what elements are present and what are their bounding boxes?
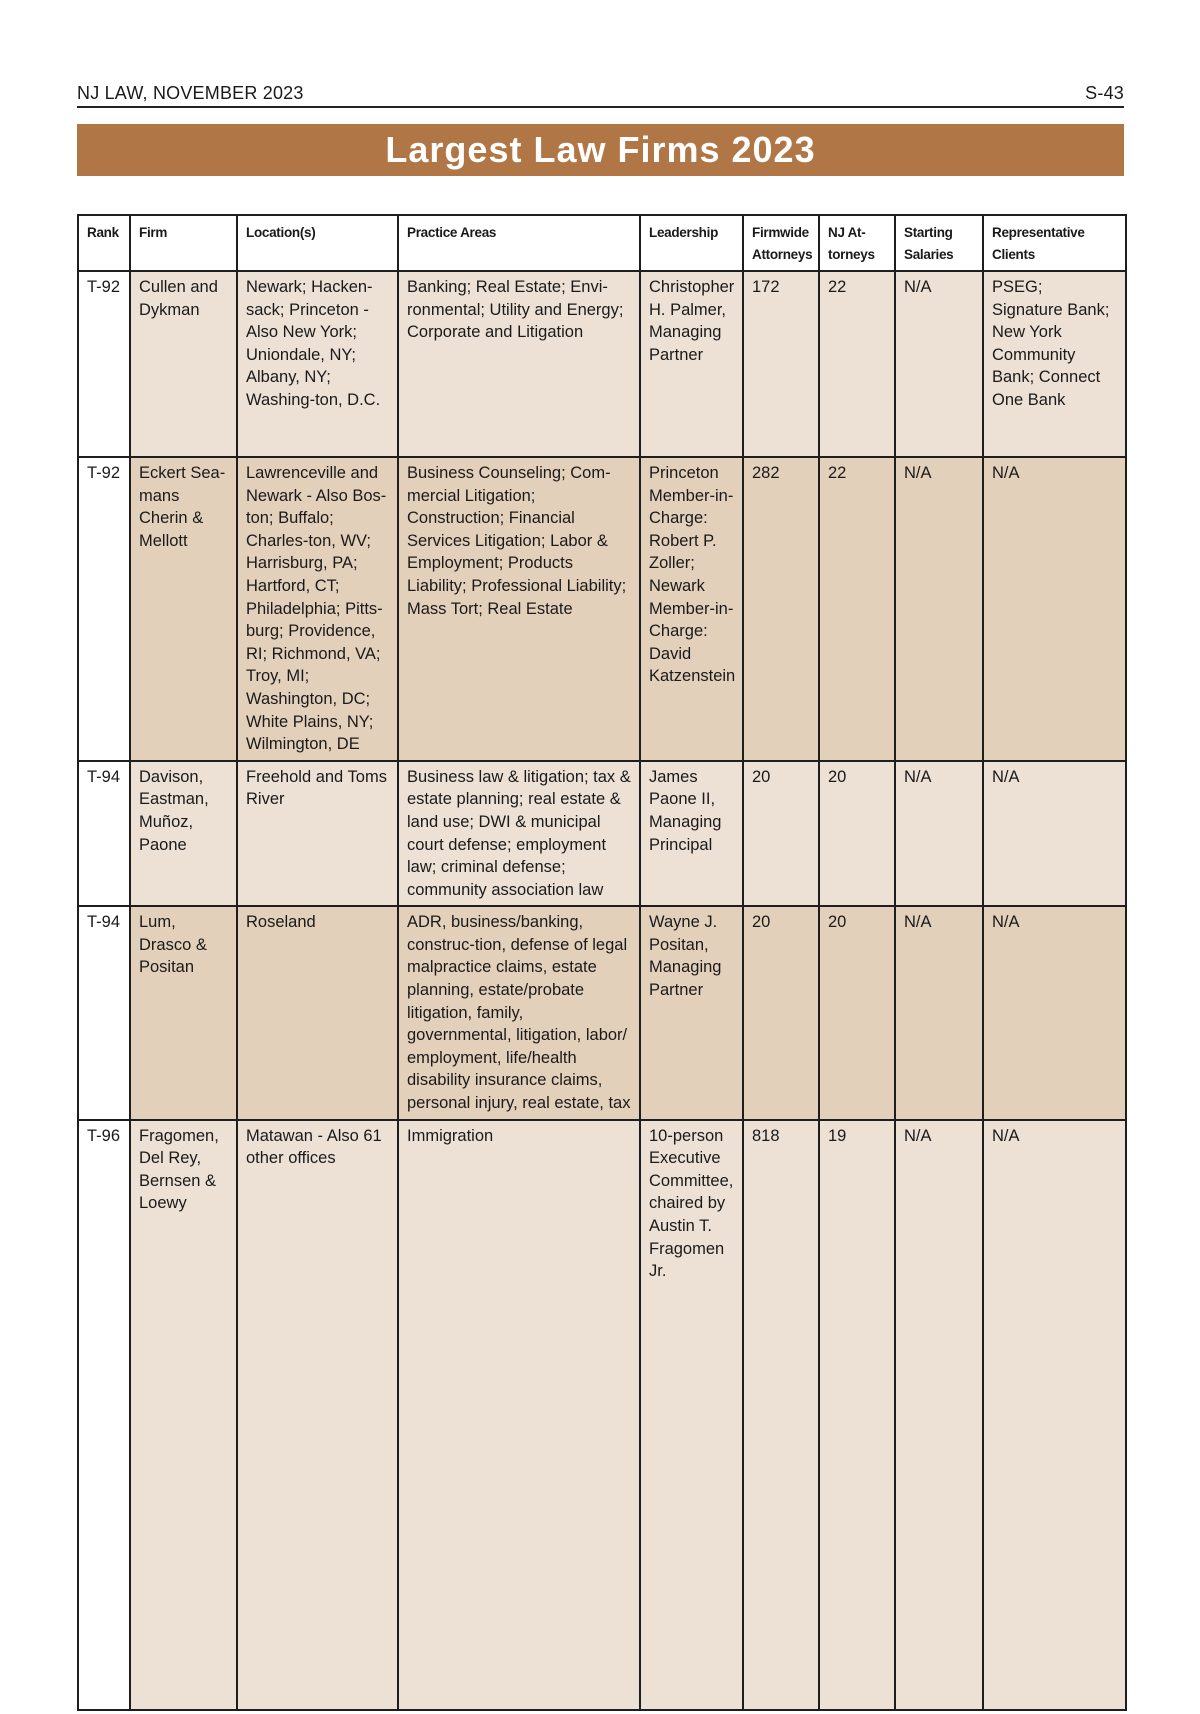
locations-cell: Roseland xyxy=(237,906,398,1119)
table-row xyxy=(78,1120,1126,1710)
representative-clients-cell: N/A xyxy=(983,457,1126,761)
column-header-representative-clients: Representative Clients xyxy=(983,215,1126,271)
column-header-practice-areas: Practice Areas xyxy=(398,215,640,271)
locations-cell: Newark; Hacken-sack; Princeton - Also New York; Uniondale, NY; Albany, NY; Washing-ton, D.C. xyxy=(237,271,398,457)
rank-cell: T-92 xyxy=(78,271,130,457)
firmwide-attorneys-cell: 818 xyxy=(743,1120,819,1710)
locations-cell: Freehold and Toms River xyxy=(237,761,398,907)
practice-areas-cell: ADR, business/banking, construc-tion, defense of legal malpractice claims, estate planning, estate/probate litigation, family, governmental, litigation, labor/ employment, life/health disability insurance claims, personal injury, real estate, tax xyxy=(398,906,640,1119)
locations-cell: Matawan - Also 61 other offices xyxy=(237,1120,398,1710)
firm-cell: Lum, Drasco & Positan xyxy=(130,906,237,1119)
firmwide-attorneys-cell: 20 xyxy=(743,906,819,1119)
column-header-leadership: Leadership xyxy=(640,215,743,271)
rank-cell: T-94 xyxy=(78,906,130,1119)
column-header-rank: Rank xyxy=(78,215,130,271)
starting-salaries-cell: N/A xyxy=(895,457,983,761)
leadership-cell: Christopher H. Palmer, Managing Partner xyxy=(640,271,743,457)
starting-salaries-cell: N/A xyxy=(895,271,983,457)
practice-areas-cell: Business Counseling; Com-mercial Litigation; Construction; Financial Services Litigation; Labor & Employment; Products Liability; Professional Liability; Mass Tort; Real Estate xyxy=(398,457,640,761)
column-header-firmwide-attorneys: Firmwide Attorneys xyxy=(743,215,819,271)
representative-clients-cell: N/A xyxy=(983,1120,1126,1710)
nj-attorneys-cell: 20 xyxy=(819,761,895,907)
table-row xyxy=(78,906,1126,1119)
rank-cell: T-92 xyxy=(78,457,130,761)
representative-clients-cell: PSEG; Signature Bank; New York Community Bank; Connect One Bank xyxy=(983,271,1126,457)
rank-cell: T-96 xyxy=(78,1120,130,1710)
firm-cell: Davison, Eastman, Muñoz, Paone xyxy=(130,761,237,907)
leadership-cell: Wayne J. Positan, Managing Partner xyxy=(640,906,743,1119)
column-header-nj-attorneys: NJ At-torneys xyxy=(819,215,895,271)
representative-clients-cell: N/A xyxy=(983,906,1126,1119)
column-header-locations: Location(s) xyxy=(237,215,398,271)
firmwide-attorneys-cell: 20 xyxy=(743,761,819,907)
firm-cell: Eckert Sea-mans Cherin & Mellott xyxy=(130,457,237,761)
leadership-cell: 10-person Executive Committee, chaired by Austin T. Fragomen Jr. xyxy=(640,1120,743,1710)
column-header-firm: Firm xyxy=(130,215,237,271)
table-row xyxy=(78,271,1126,457)
representative-clients-cell: N/A xyxy=(983,761,1126,907)
column-header-starting-salaries: Starting Salaries xyxy=(895,215,983,271)
rank-cell: T-94 xyxy=(78,761,130,907)
leadership-cell: James Paone II, Managing Principal xyxy=(640,761,743,907)
nj-attorneys-cell: 19 xyxy=(819,1120,895,1710)
practice-areas-cell: Banking; Real Estate; Envi-ronmental; Utility and Energy; Corporate and Litigation xyxy=(398,271,640,457)
firm-cell: Fragomen, Del Rey, Bernsen & Loewy xyxy=(130,1120,237,1710)
leadership-cell: Princeton Member-in-Charge: Robert P. Zoller; Newark Member-in-Charge: David Katzenstein xyxy=(640,457,743,761)
nj-attorneys-cell: 20 xyxy=(819,906,895,1119)
firmwide-attorneys-cell: 282 xyxy=(743,457,819,761)
table-row xyxy=(78,761,1126,907)
publication-label: NJ LAW, NOVEMBER 2023 xyxy=(77,83,304,103)
table-header-row xyxy=(78,215,1126,271)
nj-attorneys-cell: 22 xyxy=(819,457,895,761)
practice-areas-cell: Immigration xyxy=(398,1120,640,1710)
title-banner xyxy=(77,124,1124,176)
starting-salaries-cell: N/A xyxy=(895,906,983,1119)
running-header xyxy=(77,80,1124,108)
page-title: Largest Law Firms 2023 xyxy=(385,129,816,170)
starting-salaries-cell: N/A xyxy=(895,1120,983,1710)
law-firms-table xyxy=(77,214,1127,1711)
practice-areas-cell: Business law & litigation; tax & estate planning; real estate & land use; DWI & municipal court defense; employment law; criminal defense; community association law xyxy=(398,761,640,907)
table-row xyxy=(78,457,1126,761)
locations-cell: Lawrenceville and Newark - Also Bos-ton; Buffalo; Charles-ton, WV; Harrisburg, PA; Hartford, CT; Philadelphia; Pitts-burg; Providence, RI; Richmond, VA; Troy, MI; Washington, DC; White Plains, NY; Wilmington, DE xyxy=(237,457,398,761)
firmwide-attorneys-cell: 172 xyxy=(743,271,819,457)
page-number: S-43 xyxy=(1085,83,1124,103)
firm-cell: Cullen and Dykman xyxy=(130,271,237,457)
nj-attorneys-cell: 22 xyxy=(819,271,895,457)
starting-salaries-cell: N/A xyxy=(895,761,983,907)
